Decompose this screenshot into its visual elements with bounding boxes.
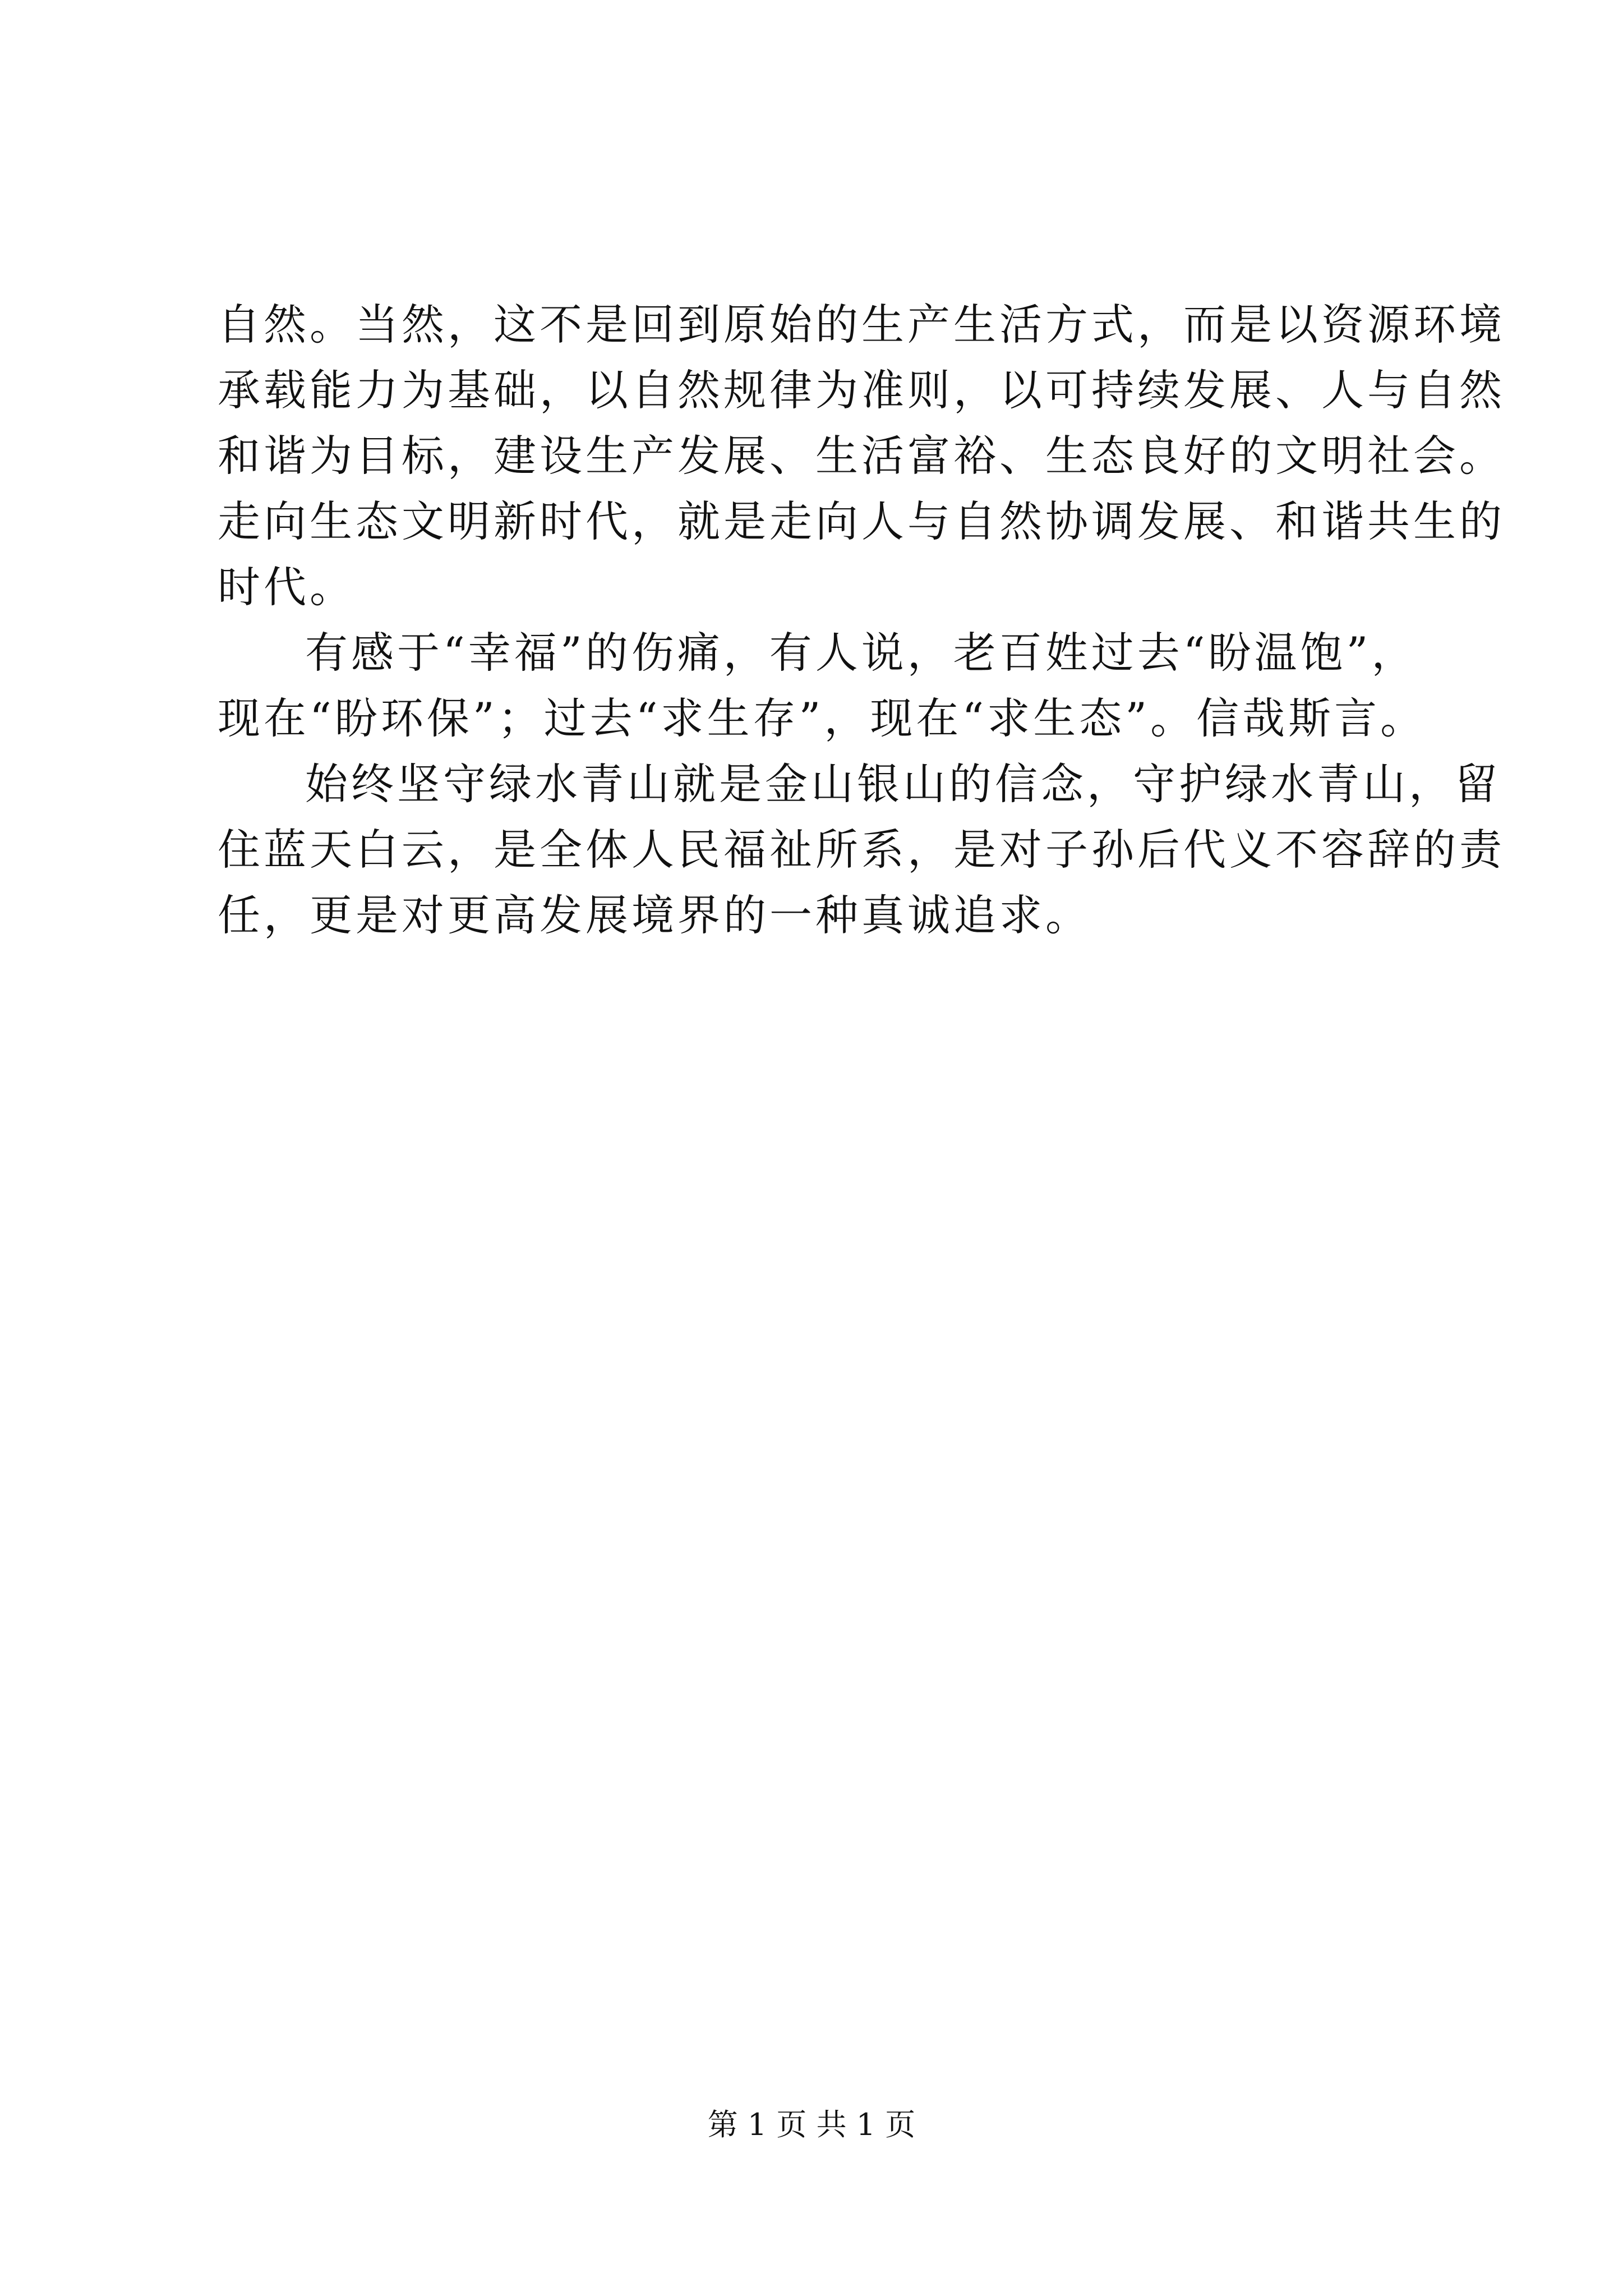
paragraph-3-line-1: 始终坚守绿水青山就是金山银山的信念，守护绿水青山，留	[305, 759, 1501, 809]
paragraph-3-line-3: 任，更是对更高发展境界的一种真诚追求。	[218, 890, 1091, 940]
page-number-footer: 第 1 页 共 1 页	[707, 2107, 916, 2142]
paragraph-1-line-5: 时代。	[218, 562, 356, 612]
paragraph-1-line-4: 走向生态文明新时代，就是走向人与自然协调发展、和谐共生的	[218, 496, 1505, 546]
paragraph-1-line-1: 自然。当然，这不是回到原始的生产生活方式，而是以资源环境	[218, 300, 1505, 349]
paragraph-2-line-1: 有感于“幸福”的伤痛，有人说，老百姓过去“盼温饱”，	[305, 628, 1418, 678]
paragraph-3-line-2: 住蓝天白云，是全体人民福祉所系，是对子孙后代义不容辞的责	[218, 825, 1505, 875]
document-body	[218, 292, 1505, 948]
paragraph-2-line-2: 现在“盼环保”；过去“求生存”，现在“求生态”。信哉斯言。	[218, 693, 1427, 743]
paragraph-1-line-3: 和谐为目标，建设生产发展、生活富裕、生态良好的文明社会。	[218, 431, 1505, 481]
paragraph-1-line-2: 承载能力为基础，以自然规律为准则，以可持续发展、人与自然	[218, 365, 1505, 415]
